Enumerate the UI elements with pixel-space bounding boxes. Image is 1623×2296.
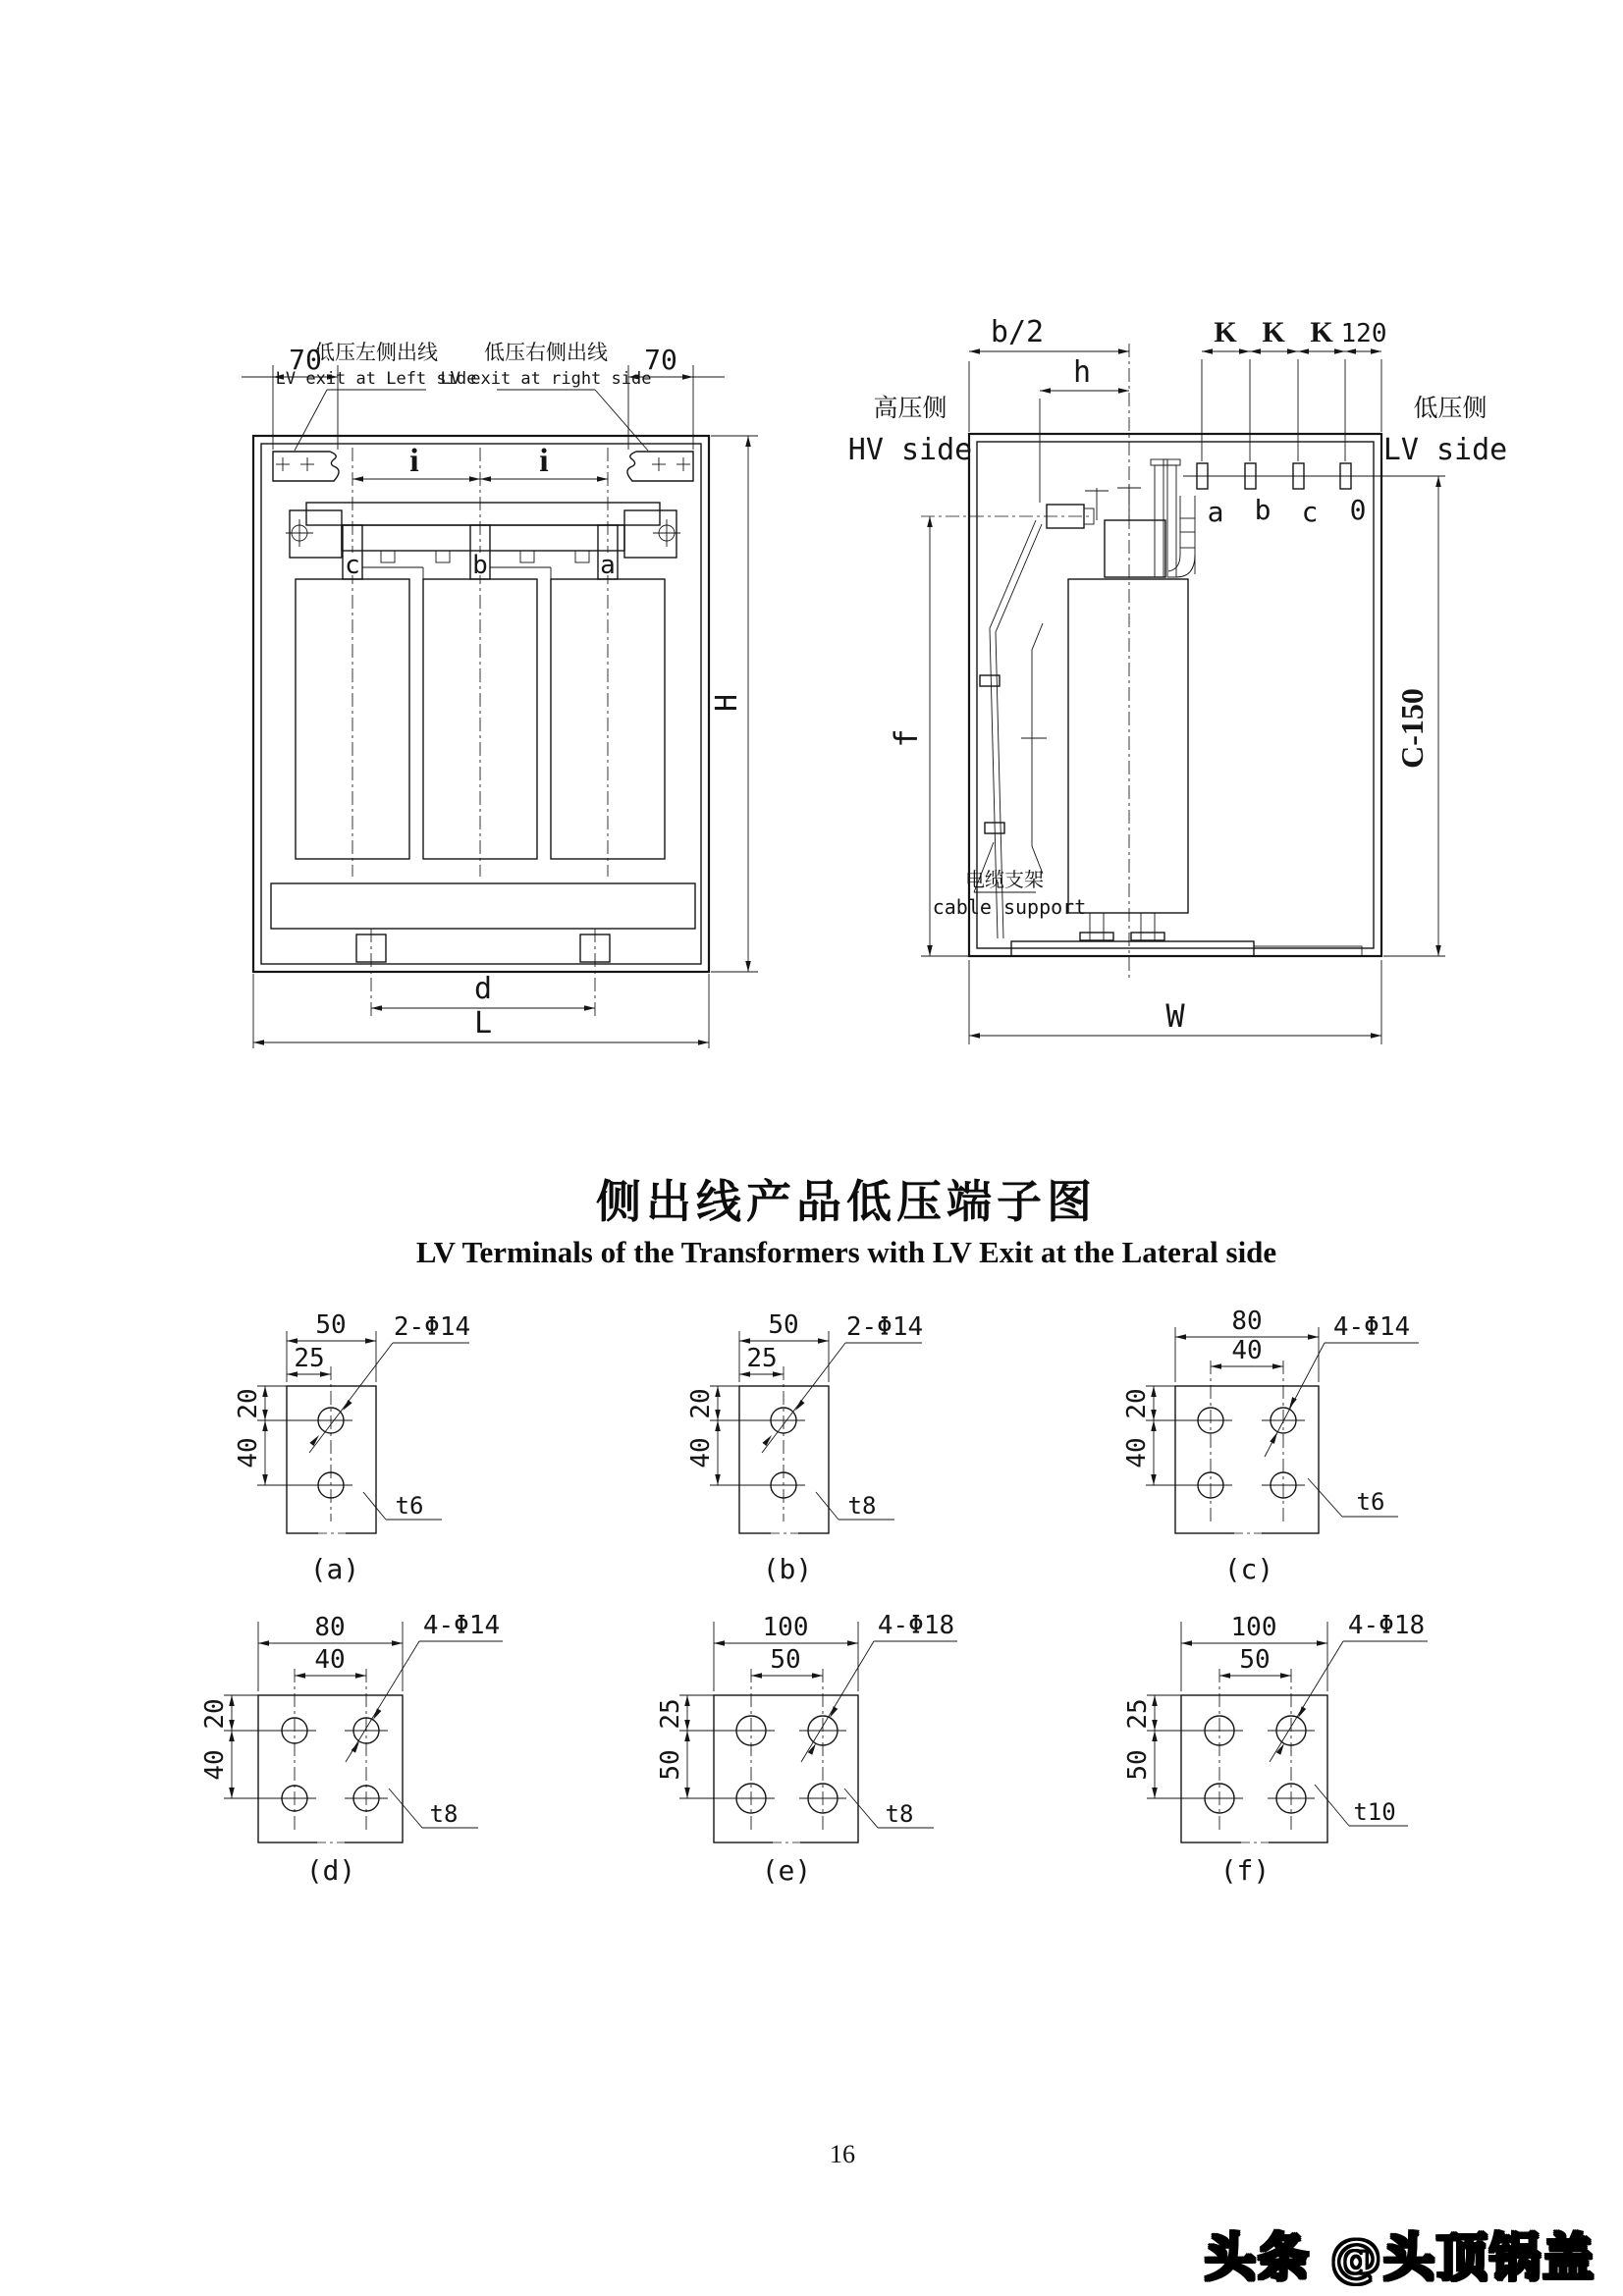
front-tank-inner bbox=[261, 444, 701, 964]
phase-label-b: b bbox=[472, 551, 488, 580]
dim-top-d: 20 bbox=[200, 1698, 230, 1730]
terminal-label-a: a bbox=[1207, 496, 1224, 528]
hv-side-label-en: HV side bbox=[847, 433, 973, 467]
terminal-label-b: b bbox=[1254, 494, 1271, 526]
phase-label-c: c bbox=[345, 551, 360, 580]
cable-support-label-en: cable support bbox=[932, 895, 1087, 919]
terminal-label-c: c bbox=[1301, 496, 1319, 528]
dim-i-right: i bbox=[539, 443, 549, 479]
figure-label-b: (b) bbox=[762, 1553, 813, 1585]
dim-W: W bbox=[1165, 997, 1185, 1035]
terminal-figure-c bbox=[1122, 1307, 1419, 1585]
thickness-label-d: t8 bbox=[429, 1800, 459, 1828]
figure-label-f: (f) bbox=[1219, 1854, 1271, 1887]
dim-k2: K bbox=[1262, 316, 1285, 348]
holes-label-b: 2-Φ14 bbox=[845, 1312, 924, 1342]
dim-i-left: i bbox=[409, 443, 419, 479]
lv-exit-pad-left bbox=[273, 452, 339, 481]
terminal-figure-b bbox=[686, 1310, 923, 1585]
dim-width-e: 100 bbox=[762, 1613, 809, 1642]
figure-label-c: (c) bbox=[1223, 1553, 1274, 1585]
holes-label-c: 4-Φ14 bbox=[1332, 1312, 1411, 1342]
dim-width-c: 80 bbox=[1231, 1307, 1263, 1336]
dim-inner-e: 50 bbox=[770, 1645, 801, 1675]
front-view-drawing bbox=[242, 341, 758, 1048]
core-clamp-assembly bbox=[286, 503, 680, 580]
lv-exit-left-label-cn: 低压左侧出线 bbox=[314, 341, 438, 364]
dim-k1: K bbox=[1214, 316, 1237, 348]
thickness-label-b: t8 bbox=[847, 1492, 877, 1520]
thickness-label-a: t6 bbox=[395, 1492, 424, 1520]
dim-inner-f: 50 bbox=[1239, 1645, 1271, 1675]
dim-H: H bbox=[710, 693, 744, 713]
dim-width-f: 100 bbox=[1230, 1613, 1277, 1642]
dim-inner-d: 40 bbox=[314, 1645, 346, 1675]
dim-width-d: 80 bbox=[314, 1613, 346, 1642]
lv-side-label-cn: 低压侧 bbox=[1413, 394, 1488, 422]
lv-exit-left-label-en: LV exit at Left side bbox=[275, 369, 477, 389]
dim-L: L bbox=[473, 1006, 493, 1041]
hv-side-label-cn: 高压侧 bbox=[873, 394, 947, 422]
dim-k3: K bbox=[1310, 316, 1333, 348]
thickness-label-f: t10 bbox=[1353, 1798, 1396, 1826]
phase-label-a: a bbox=[600, 551, 616, 580]
base-channel bbox=[271, 883, 695, 929]
dim-pitch-a: 40 bbox=[234, 1437, 263, 1468]
terminal-figures bbox=[200, 1307, 1428, 1887]
dim-120: 120 bbox=[1340, 319, 1387, 348]
lv-side-label-en: LV side bbox=[1382, 433, 1508, 467]
terminal-figure-f bbox=[1123, 1611, 1428, 1887]
dim-pitch-b: 40 bbox=[686, 1437, 716, 1468]
lv-exit-right-label-cn: 低压右侧出线 bbox=[484, 341, 608, 364]
dim-pitch-e: 50 bbox=[656, 1749, 685, 1781]
terminal-figure-e bbox=[656, 1611, 957, 1887]
lv-terminal-bars bbox=[1183, 463, 1445, 528]
thickness-label-c: t6 bbox=[1356, 1488, 1385, 1516]
dim-width-a: 50 bbox=[315, 1310, 347, 1340]
cable-support-label-cn: 电缆支架 bbox=[965, 868, 1044, 891]
dim-inner-a: 25 bbox=[294, 1344, 325, 1373]
thickness-label-e: t8 bbox=[885, 1800, 914, 1828]
side-view-drawing bbox=[848, 315, 1507, 1044]
holes-label-f: 4-Φ18 bbox=[1347, 1611, 1426, 1640]
dim-width-b: 50 bbox=[768, 1310, 799, 1340]
dim-top-f: 25 bbox=[1123, 1698, 1153, 1730]
dim-top-c: 20 bbox=[1122, 1388, 1152, 1419]
terminal-figure-d bbox=[200, 1611, 503, 1887]
dim-d: d bbox=[473, 972, 493, 1006]
holes-label-e: 4-Φ18 bbox=[877, 1611, 955, 1640]
section-title-cn: 侧出线产品低压端子图 bbox=[596, 1175, 1097, 1228]
terminal-label-0: 0 bbox=[1349, 494, 1367, 526]
figure-label-a: (a) bbox=[309, 1553, 360, 1585]
holes-label-a: 2-Φ14 bbox=[393, 1312, 471, 1342]
dim-top-b: 20 bbox=[686, 1388, 716, 1419]
watermark: 头条 @头顶锅盖 bbox=[1204, 2229, 1596, 2288]
figure-label-d: (d) bbox=[305, 1854, 356, 1887]
lv-exit-right-label-en: LV exit at right side bbox=[440, 369, 652, 389]
dim-top-a: 20 bbox=[234, 1388, 263, 1419]
dim-inner-b: 25 bbox=[746, 1344, 778, 1373]
dim-70-left: 70 bbox=[289, 344, 322, 376]
dim-70-right: 70 bbox=[644, 344, 677, 376]
dim-pitch-d: 40 bbox=[200, 1749, 230, 1781]
dim-top-e: 25 bbox=[656, 1698, 685, 1730]
section-title-en: LV Terminals of the Transformers with LV Exit at the Lateral side bbox=[415, 1235, 1277, 1269]
terminal-figure-a bbox=[234, 1310, 470, 1585]
dim-pitch-f: 50 bbox=[1123, 1749, 1153, 1781]
dim-c150: C-150 bbox=[1394, 688, 1430, 769]
page-number: 16 bbox=[830, 2140, 855, 2168]
dim-inner-c: 40 bbox=[1231, 1336, 1263, 1365]
holes-label-d: 4-Φ14 bbox=[422, 1611, 501, 1640]
lv-exit-pad-right bbox=[627, 452, 693, 481]
dim-b2: b/2 bbox=[990, 315, 1045, 349]
front-tank-outline bbox=[253, 436, 709, 972]
dim-pitch-c: 40 bbox=[1122, 1437, 1152, 1468]
figure-label-e: (e) bbox=[761, 1854, 812, 1887]
dim-f: f bbox=[888, 728, 925, 748]
dim-h: h bbox=[1072, 355, 1092, 390]
